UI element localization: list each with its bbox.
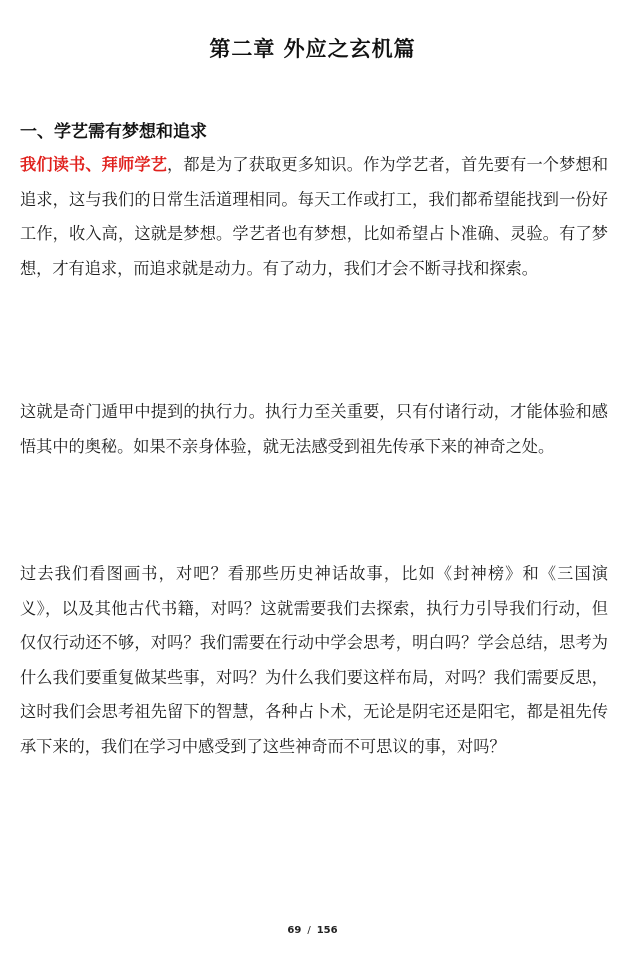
current-page: 69: [287, 925, 302, 936]
page-separator: /: [307, 925, 311, 936]
chapter-title: 第二章 外应之玄机篇: [209, 37, 416, 61]
section-heading: 一、学艺需有梦想和追求: [20, 122, 207, 142]
total-pages: 156: [316, 925, 338, 936]
page-number: [0, 925, 625, 936]
paragraph-1: [20, 148, 608, 286]
paragraph-2: 这就是奇门遁甲中提到的执行力。执行力至关重要，只有付诸行动，才能体验和感悟其中的奥秘。如果不亲身体验，就无法感受到祖先传承下来的神奇之处。: [20, 402, 608, 456]
highlighted-phrase: 我们读书、拜师学艺: [20, 155, 168, 174]
paragraph-1-text: ，都是为了获取更多知识。作为学艺者，首先要有一个梦想和追求，这与我们的日常生活道理相同。每天工作或打工，我们都希望能找到一份好工作，收入高，这就是梦想。学艺者也有梦想，比如希望占卜准确、灵验。有了梦想，才有追求，而追求就是动力。有了动力，我们才会不断寻找和探索。: [20, 155, 609, 278]
paragraph-3: 过去我们看图画书，对吧？看那些历史神话故事，比如《封神榜》和《三国演义》，以及其他古代书籍，对吗？这就需要我们去探索，执行力引导我们行动，但仅仅行动还不够，对吗？我们需要在行动中学会思考，明白吗？学会总结，思考为什么我们要重复做某些事，对吗？为什么我们要这样布局，对吗？我们需要反思，这时我们会思考祖先留下的智慧，各种占卜术，无论是阴宅还是阳宅，都是祖先传承下来的，我们在学习中感受到了这些神奇而不可思议的事，对吗？: [20, 564, 608, 756]
